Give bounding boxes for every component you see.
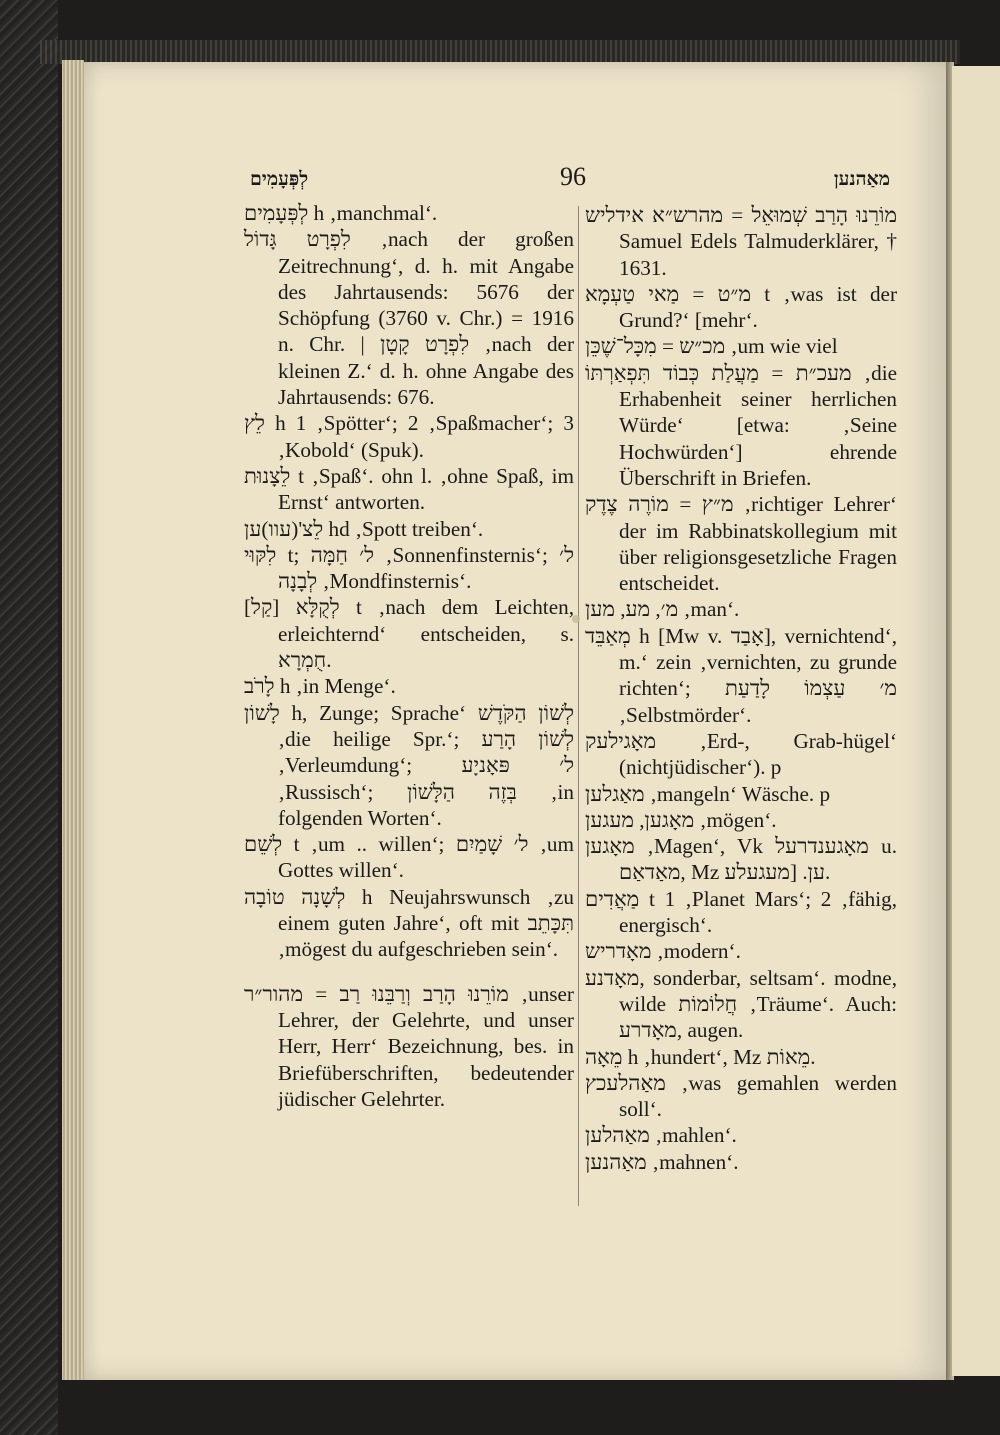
dictionary-entry: לְשָׁנָה טוֹבָה h Neujahrswunsch ‚zu einem guten Jahre‘, oft mit תִּכָּתֵב ‚mögest du aufgeschrieben sein‘. bbox=[244, 884, 574, 962]
dictionary-entry: מאָגילעק ‚Erd-, Grab-hügel‘ (nichtjüdischer‘). p bbox=[585, 728, 897, 780]
dictionary-entry: מאָדריש ‚modern‘. bbox=[585, 939, 741, 964]
dictionary-entry: לֵצָנוּת t ‚Spaß‘. ohn l. ‚ohne Spaß, im Ernst‘ antworten. bbox=[244, 463, 574, 515]
dictionary-entry: לֵץ h 1 ‚Spötter‘; 2 ‚Spaßmacher‘; 3 ‚Kobold‘ (Spuk). bbox=[244, 411, 574, 462]
dictionary-entry: מ״ט = מַאי טַעְמָא t ‚was ist der Grund?‘ [mehr‘. bbox=[585, 281, 897, 333]
dictionary-entry: מאָגען, מעגען ‚mögen‘. bbox=[585, 807, 777, 832]
facing-page-edge bbox=[952, 66, 1000, 1376]
dictionary-entry: לָשׁוֹן h, Zunge; Sprache‘ לְשׁוֹן הַקֹּדֶשׁ ‚die heilige Spr.‘; לְשׁוֹן הָרַע ‚Verleumdung‘; ל׳ פּאָניָע ‚Russisch‘; בְּזֶה הַלָּשׁוֹן ‚in folgenden Worten‘. bbox=[244, 700, 575, 830]
dictionary-entry: לִפְרָט גָּדוֹל ‚nach der großen Zeitrechnung‘, d. h. mit Angabe des Jahrtausends: 5676 der Schöpfung (3760 v. Chr.) = 1916 n. Chr. | לִפְרָט קָטָן ‚nach der kleinen Z.‘ d. h. ohne Angabe des Jahrtausends: 676. bbox=[244, 227, 575, 410]
dictionary-entry: לְפְּעָמִים h ‚manchmal‘. bbox=[244, 201, 438, 225]
header-left-word: לְפְּעָמִים bbox=[250, 168, 309, 190]
dictionary-entry: מֵאָה h ‚hundert‘, Mz מֵאוֹת. bbox=[585, 1044, 816, 1069]
dictionary-entry: לֵצ'(עוו)ען hd ‚Spott treiben‘. bbox=[244, 516, 484, 541]
dictionary-entry: מוֹרֵנוּ הָרַב שְׁמוּאֵל = מהרש״א אידליש Samuel Edels Talmuderklärer, † 1631. bbox=[585, 203, 897, 280]
page-number: 96 bbox=[560, 162, 586, 191]
dictionary-entry: מְאַבֵּד h [Mw v. אָבַד], vernichtend‘, m.‘ zein ‚vernichten, zu grunde richten‘; מ׳ עַצְמוֹ לָדַעַת ‚Selbstmörder‘. bbox=[585, 623, 897, 727]
dictionary-entry: מאַגלען ‚mangeln‘ Wäsche. p bbox=[585, 781, 831, 806]
dictionary-entry: מאַהלעכץ ‚was gemahlen werden soll‘. bbox=[585, 1070, 897, 1122]
cover-top-edge bbox=[40, 40, 960, 64]
running-header bbox=[250, 162, 890, 198]
right-column bbox=[585, 202, 897, 1175]
dictionary-entry: מאַהנען ‚mahnen‘. bbox=[585, 1149, 739, 1174]
book-spine bbox=[0, 0, 58, 1435]
header-right-word: מאַהנען bbox=[833, 168, 890, 190]
dictionary-entry: לִקּוּי t; ל׳ חַמָּה ‚Sonnenfinsternis‘; ל׳ לְבָנָה ‚Mondfinsternis‘. bbox=[244, 542, 574, 594]
page-stack-edge bbox=[62, 60, 84, 1380]
left-column bbox=[244, 200, 574, 1112]
dictionary-entry: מאָדנע, sonderbar, seltsam‘. modne, wilde חֲלוֹמוֹת ‚Träume‘. Auch: מאָדרע, augen. bbox=[585, 965, 897, 1043]
column-divider bbox=[578, 206, 579, 1206]
dictionary-entry: מ״ץ = מוֹרֶה צֶדֶק ‚richtiger Lehrer‘ der im Rabbinatskollegium mit über religionsgesetzliche Fragen entscheidet. bbox=[585, 492, 897, 596]
dictionary-entry: מכ״ש = מִכָּל־שֶׁכֵּן ‚um wie viel bbox=[585, 334, 838, 359]
dictionary-entry: לְקֻלָּא [קַל] t ‚nach dem Leichten, erleichternd‘ entscheiden, s. חֻמְרָא. bbox=[244, 595, 574, 673]
dictionary-entry: מאָגען ‚Magen‘, Vk מאָגענדרעל u. מאַדאַם, Mz ען. [מעגעלע. bbox=[585, 834, 898, 885]
dictionary-entry: מאַהלען ‚mahlen‘. bbox=[585, 1123, 737, 1148]
dictionary-entry: לְשֵׁם t ‚um .. willen‘; ל׳ שָׁמַיִם ‚um Gottes willen‘. bbox=[244, 832, 574, 883]
dictionary-entry: לָרֹב h ‚in Menge‘. bbox=[244, 674, 396, 699]
dictionary-entry: מוֹרֵנוּ הָרַב וְרַבֵּנוּ רַב = מהור״ר ‚unser Lehrer, der Gelehrte, und unser Herr, Herr‘ Bezeichnung, bes. in Briefüberschriften, bedeutender jüdischer Gelehrter. bbox=[244, 981, 574, 1111]
dictionary-entry: מַאֲדִים t 1 ‚Planet Mars‘; 2 ‚fähig, energisch‘. bbox=[585, 886, 897, 938]
dictionary-entry: מ׳, מע, מען ‚man‘. bbox=[585, 597, 740, 622]
dictionary-entry: מעכ״ת = מַעֲלַת כְּבוֹד תִּפְאַרְתּוֹ ‚die Erhabenheit seiner herrlichen Würde‘ [etwa: ‚Seine Hochwürden‘] ehrende Überschrift in Briefen. bbox=[585, 360, 897, 490]
